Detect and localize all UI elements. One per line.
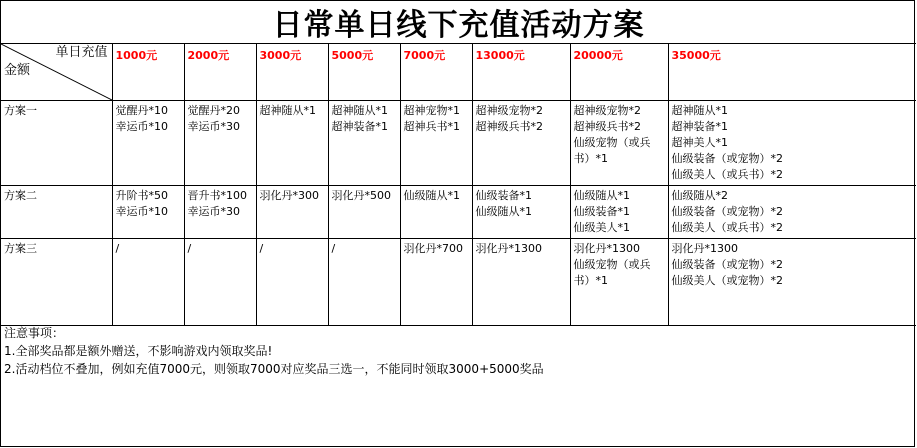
reward-cell [668,238,916,325]
reward-item: 觉醒丹*20 [187,103,240,117]
reward-item: 羽化丹*300 [259,188,319,202]
amount-header: 35000元 [668,44,916,100]
reward-cell [112,238,184,325]
reward-item: 超神级宠物*2 [573,103,641,117]
reward-item: 羽化丹*500 [331,188,391,202]
reward-cell [184,100,256,185]
reward-item: 羽化丹*700 [403,241,463,255]
notes-section [1,323,916,447]
reward-item: 超神美人*1 [671,135,728,149]
plan-row [1,185,916,238]
plan-label: 方案三 [1,238,112,325]
reward-item: 超神兵书*1 [403,119,460,133]
reward-cell [328,100,400,185]
reward-cell [668,100,916,185]
reward-cell [256,185,328,238]
plan-label: 方案一 [1,100,112,185]
reward-item: 仙级随从*2 [671,188,728,202]
reward-item: 仙级美人（或兵书）*2 [671,167,783,181]
reward-item: 仙级美人（或兵书）*2 [671,220,783,234]
reward-item: / [331,241,336,255]
reward-cell [328,185,400,238]
reward-cell [112,185,184,238]
reward-item: 觉醒丹*10 [115,103,168,117]
reward-item: 超神级兵书*2 [573,119,641,133]
notes-heading: 注意事项： [4,326,65,340]
reward-cell [256,100,328,185]
reward-item: 仙级美人（或宠物）*2 [671,273,783,287]
reward-cell [472,185,570,238]
plan-label: 方案二 [1,185,112,238]
reward-item: 幸运币*10 [115,204,168,218]
reward-item: 超神随从*1 [259,103,316,117]
corner-bottom-label: 金额 [4,63,31,78]
plan-row [1,100,916,185]
reward-item: 书）*1 [573,151,608,165]
reward-cell [472,100,570,185]
reward-cell [328,238,400,325]
reward-table [1,44,916,326]
page-title: 日常单日线下充值活动方案 [1,1,916,44]
reward-cell [570,100,668,185]
reward-cell [184,238,256,325]
reward-item: 仙级随从*1 [403,188,460,202]
amount-header: 3000元 [256,44,328,100]
reward-item: / [259,241,264,255]
reward-item: 仙级装备（或宠物）*2 [671,257,783,271]
reward-item: 超神随从*1 [671,103,728,117]
reward-cell [570,185,668,238]
amount-header: 2000元 [184,44,256,100]
reward-item: 羽化丹*1300 [475,241,542,255]
reward-item: 超神随从*1 [331,103,388,117]
reward-cell [400,100,472,185]
reward-item: 超神装备*1 [671,119,728,133]
reward-cell [472,238,570,325]
amount-header: 5000元 [328,44,400,100]
reward-item: 升阶书*50 [115,188,168,202]
reward-item: 超神级宠物*2 [475,103,543,117]
reward-item: 仙级宠物（或兵 [573,257,651,271]
header-row [1,44,916,100]
reward-item: 幸运币*30 [187,204,240,218]
reward-cell [400,238,472,325]
reward-item: 超神级兵书*2 [475,119,543,133]
reward-item: 幸运币*10 [115,119,168,133]
reward-item: 仙级随从*1 [573,188,630,202]
reward-item: 羽化丹*1300 [573,241,640,255]
reward-item: / [187,241,192,255]
reward-cell [112,100,184,185]
reward-item: 幸运币*30 [187,119,240,133]
reward-item: 仙级装备*1 [573,204,630,218]
reward-cell [184,185,256,238]
reward-item: 仙级随从*1 [475,204,532,218]
reward-item: 仙级装备*1 [475,188,532,202]
corner-header-cell [1,44,112,100]
corner-top-label: 单日充值 [55,45,108,60]
plan-row [1,238,916,325]
amount-header: 20000元 [570,44,668,100]
reward-item: 书）*1 [573,273,608,287]
reward-item: 羽化丹*1300 [671,241,738,255]
reward-item: 晋升书*100 [187,188,247,202]
reward-item: / [115,241,120,255]
reward-cell [570,238,668,325]
note-item: 2.活动档位不叠加，例如充值7000元，则领取7000对应奖品三选一，不能同时领取3000+5000奖品 [4,362,544,376]
amount-header: 7000元 [400,44,472,100]
reward-item: 仙级装备（或宠物）*2 [671,151,783,165]
reward-item: 超神装备*1 [331,119,388,133]
amount-header: 13000元 [472,44,570,100]
note-item: 1.全部奖品都是额外赠送，不影响游戏内领取奖品! [4,344,273,358]
reward-cell [668,185,916,238]
reward-item: 超神宠物*1 [403,103,460,117]
reward-item: 仙级美人*1 [573,220,630,234]
amount-header: 1000元 [112,44,184,100]
reward-cell [256,238,328,325]
reward-item: 仙级装备（或宠物）*2 [671,204,783,218]
reward-cell [400,185,472,238]
reward-item: 仙级宠物（或兵 [573,135,651,149]
